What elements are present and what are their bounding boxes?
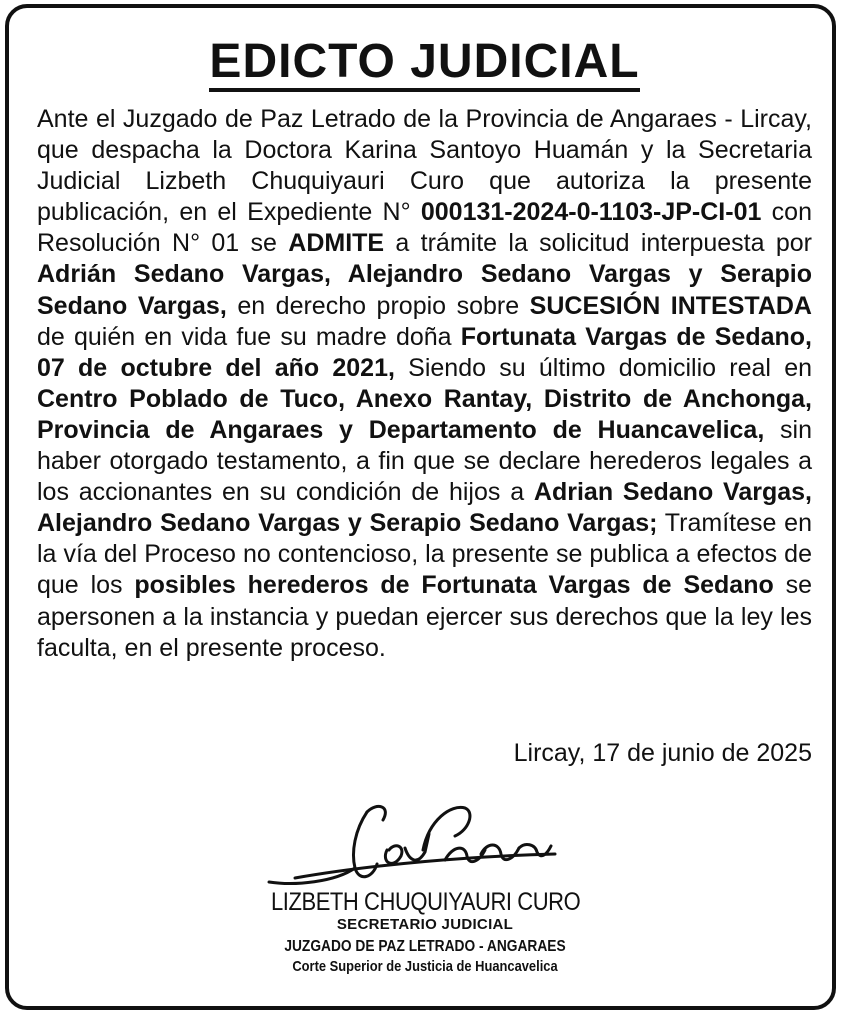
possible-heirs: posibles herederos de Fortunata Vargas de Sedano — [134, 571, 774, 600]
signer-name: LIZBETH CHUQUIYAURI CURO — [271, 888, 581, 916]
last-domicile: Centro Poblado de Tuco, Anexo Rantay, Distrito de Anchonga, Provincia de Angaraes y Departamento de Huancavelica, — [37, 384, 812, 444]
succession-type: SUCESIÓN INTESTADA — [529, 291, 812, 320]
body-text-5: de quién en vida fue su madre doña — [37, 322, 461, 351]
body-text-6: Siendo su último domicilio real en — [394, 353, 812, 382]
heirs-names: Adrian Sedano Vargas, Alejandro Sedano Vargas y Serapio Sedano Vargas; — [37, 478, 812, 538]
body-text-8: Tramítese en la vía del Proceso no contencioso, la presente se publica a efectos de que los — [37, 509, 812, 600]
body-text-3: a trámite la solicitud interpuesta por — [384, 229, 812, 258]
edict-body — [37, 104, 812, 664]
signer-role: SECRETARIO JUDICIAL — [336, 916, 514, 933]
handwritten-signature-icon — [255, 790, 575, 895]
admite-keyword: ADMITE — [288, 229, 385, 258]
applicants-names: Adrián Sedano Vargas, Alejandro Sedano Vargas y Serapio Sedano Vargas, — [37, 260, 812, 320]
body-text-9: se apersonen a la instancia y puedan ejercer sus derechos que la ley les faculta, en el presente proceso. — [37, 571, 813, 662]
body-text-1: Ante el Juzgado de Paz Letrado de la Provincia de Angaraes - Lircay, que despacha la Doctora Karina Santoyo Huamán y la Secretaria Judicial Lizbeth Chuquiyauri Curo que autoriza la presente publicación, en el Expediente N° — [37, 105, 812, 227]
page-title — [0, 34, 849, 90]
edict-date: Lircay, 17 de junio de 2025 — [513, 739, 812, 767]
expediente-number: 000131-2024-0-1103-JP-CI-01 — [420, 198, 762, 227]
signature-block — [250, 888, 600, 976]
body-text-4: en derecho propio sobre — [226, 291, 530, 320]
title-text: EDICTO JUDICIAL — [209, 35, 639, 92]
body-text-7: sin haber otorgado testamento, a fin que se declare herederos legales a los accionantes en su condición de hijos a — [37, 415, 813, 507]
body-text-2: con Resolución N° 01 se — [37, 198, 812, 258]
deceased-name-date: Fortunata Vargas de Sedano, 07 de octubre del año 2021, — [37, 322, 812, 382]
signer-court: JUZGADO DE PAZ LETRADO - ANGARAES — [284, 938, 566, 955]
signer-court-full: Corte Superior de Justicia de Huancavelica — [292, 958, 558, 975]
